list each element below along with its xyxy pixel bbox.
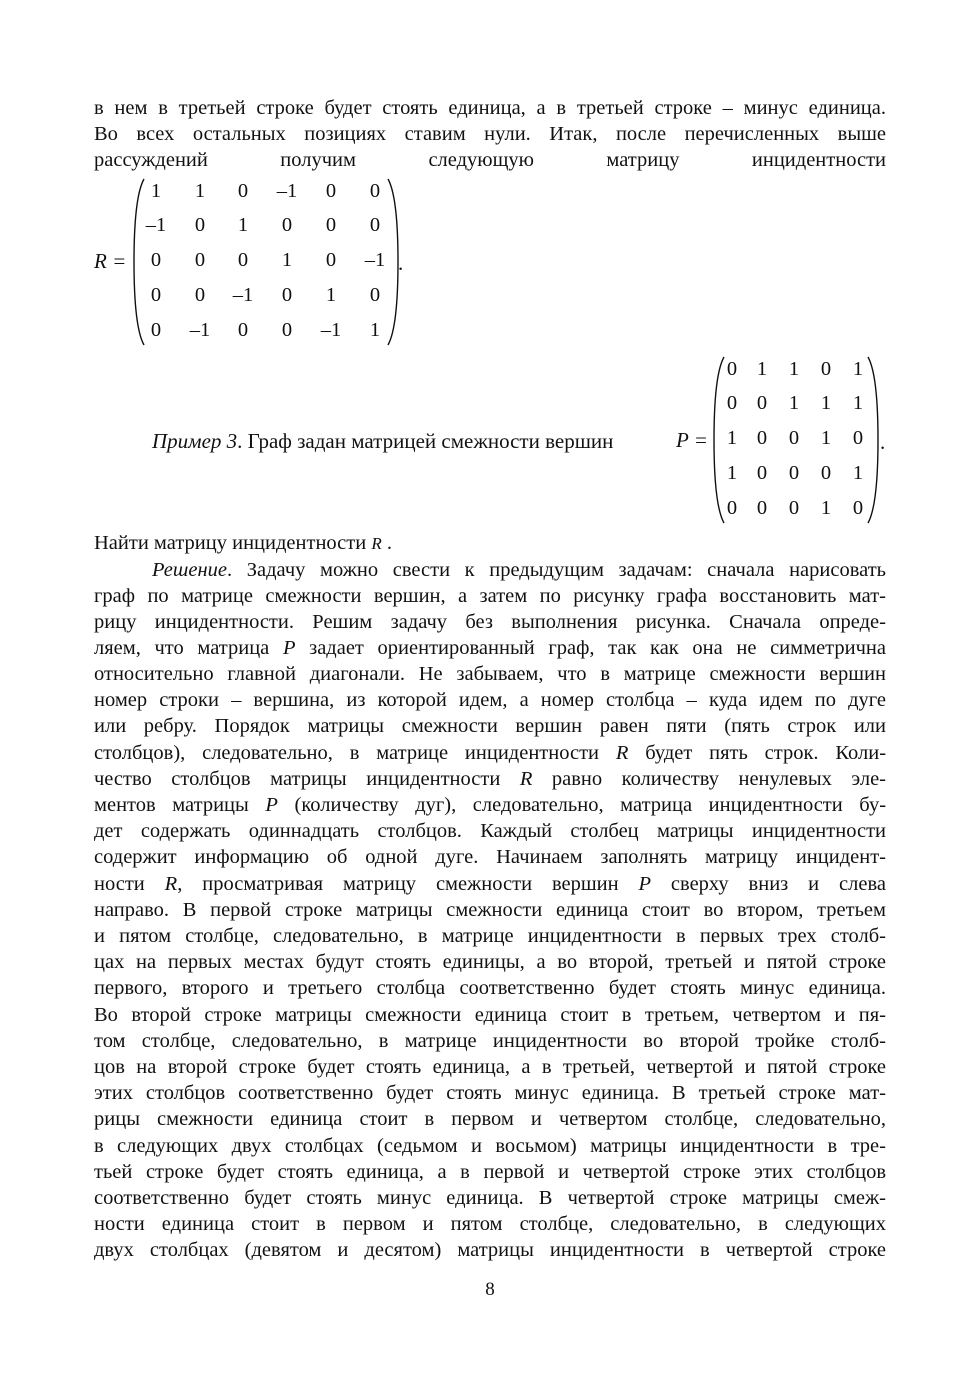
page-number: 8: [485, 1279, 495, 1300]
var-p: P: [265, 794, 278, 816]
matrix-r-cell: –1: [232, 284, 254, 306]
text-line: ментов матрицы P (количеству дуг), следовательно, матрица инцидентности бу-: [94, 794, 887, 816]
matrix-p-cell: 0: [726, 392, 738, 414]
text-line: граф по матрице смежности вершин, а затем по рисунку графа восстановить мат-: [94, 585, 886, 607]
example-text: . Граф задан матрицей смежности вершин: [237, 429, 614, 453]
matrix-r-cell: 0: [150, 319, 162, 341]
text-line: Во второй строке матрицы смежности единица стоит в третьем, четвертом и пя-: [94, 1004, 886, 1026]
matrix-r-cell: 0: [194, 214, 206, 236]
text-line: первого, второго и третьего столбца соответственно будет стоять минус единица.: [94, 977, 886, 999]
matrix-p-cell: 0: [852, 497, 864, 519]
text-line: цов на второй строке будет стоять единица, а в третьей, четвертой и пятой строке: [94, 1056, 886, 1078]
matrix-r-cell: –1: [320, 319, 342, 341]
matrix-r-cell: 0: [281, 214, 293, 236]
var-r: R: [371, 534, 382, 553]
text-line: столбцов), следовательно, в матрице инцидентности R будет пять строк. Коли-: [94, 742, 887, 764]
var-p: P: [638, 873, 652, 895]
text-line: ности R, просматривая матрицу смежности вершин P сверху вниз и слева: [94, 873, 886, 895]
matrix-p: [712, 355, 880, 525]
matrix-r-cell: 0: [369, 284, 381, 306]
matrix-p-cell: 0: [756, 462, 768, 484]
matrix-r-cell: 1: [369, 319, 381, 341]
matrix-p-cell: 0: [820, 462, 832, 484]
matrix-p-cell: 0: [756, 427, 768, 449]
matrix-p-cell: 1: [726, 427, 738, 449]
matrix-r-label: R =: [94, 249, 127, 273]
var-p: P: [282, 637, 296, 659]
matrix-p-period: .: [880, 430, 886, 454]
task-line: Найти матрицу инцидентности R .: [94, 532, 392, 554]
var-r: R: [519, 768, 533, 790]
matrix-r-cell: 0: [194, 284, 206, 306]
matrix-r-cell: 0: [281, 319, 293, 341]
text-line: тьей строке будет стоять единица, а в первой и четвертой строке этих столбцов: [94, 1161, 886, 1183]
matrix-p-label: P =: [676, 428, 708, 452]
text-line: в следующих двух столбцах (седьмом и восьмом) матрицы инцидентности в тре-: [94, 1135, 886, 1157]
matrix-p-cell: 0: [788, 497, 800, 519]
text-line: рицы смежности единица стоит в первом и четвертом столбце, следовательно,: [94, 1108, 886, 1130]
matrix-p-cell: 1: [820, 392, 832, 414]
matrix-p-cell: 1: [852, 392, 864, 414]
text-line: или ребру. Порядок матрицы смежности вершин равен пяти (пять строк или: [94, 715, 886, 737]
matrix-p-cell: 1: [820, 427, 832, 449]
matrix-p-cell: 1: [788, 358, 800, 380]
matrix-p-cell: 0: [820, 358, 832, 380]
matrix-r-cell: –1: [145, 214, 167, 236]
matrix-r-cell: 0: [325, 214, 337, 236]
matrix-p-cell: 0: [756, 392, 768, 414]
text-line: ляем, что матрица P задает ориентированный граф, так как она не симметрична: [94, 637, 886, 659]
matrix-r-cell: 1: [281, 249, 293, 271]
matrix-r-cell: 0: [237, 319, 249, 341]
text-line: том столбце, следовательно, в матрице инцидентности во второй тройке столб-: [94, 1030, 886, 1052]
matrix-r-period: .: [398, 251, 404, 275]
text-line: ности единица стоит в первом и пятом столбце, следовательно, в следующих: [94, 1213, 886, 1235]
text-line: рассуждений получим следующую матрицу инцидентности: [94, 149, 886, 171]
matrix-r-cell: 0: [237, 249, 249, 271]
text-line: относительно главной диагонали. Не забываем, что в матрице смежности вершин: [94, 663, 886, 685]
matrix-r-cell: 1: [325, 284, 337, 306]
text-line: Решение. Задачу можно свести к предыдущим задачам: сначала нарисовать: [152, 559, 886, 581]
solution-title: Решение: [152, 559, 227, 581]
var-r: R: [615, 742, 629, 764]
matrix-p-cell: 0: [726, 358, 738, 380]
matrix-p-cell: 0: [726, 497, 738, 519]
matrix-r-cell: 0: [281, 284, 293, 306]
matrix-r-cell: –1: [276, 180, 298, 202]
matrix-r-cell: 0: [150, 249, 162, 271]
matrix-p-cell: 0: [788, 462, 800, 484]
matrix-p-cell: 0: [852, 427, 864, 449]
matrix-p-cell: 1: [820, 497, 832, 519]
matrix-p-cell: 1: [726, 462, 738, 484]
text-line: двух столбцах (девятом и десятом) матрицы инцидентности в четвертой строке: [94, 1239, 886, 1261]
text-line: цах на первых местах будут стоять единицы, а во второй, третьей и пятой строке: [94, 951, 886, 973]
matrix-r-cell: –1: [189, 319, 211, 341]
var-r: R: [164, 873, 178, 895]
text-line: содержит информацию об одной дуге. Начинаем заполнять матрицу инцидент-: [94, 846, 886, 868]
matrix-r-cell: 0: [194, 249, 206, 271]
matrix-r-cell: 0: [325, 180, 337, 202]
matrix-r-cell: 0: [325, 249, 337, 271]
text-line: в нем в третьей строке будет стоять единица, а в третьей строке – минус единица.: [94, 97, 886, 119]
matrix-r-cell: 1: [150, 180, 162, 202]
text-line: дет содержать одиннадцать столбцов. Каждый столбец матрицы инцидентности: [94, 820, 886, 842]
matrix-r-cell: 1: [194, 180, 206, 202]
example-title: Пример 3: [152, 429, 238, 453]
text-line: Во всех остальных позициях ставим нули. Итак, после перечисленных выше: [94, 123, 886, 145]
matrix-p-cell: 1: [852, 358, 864, 380]
matrix-p-cell: 1: [852, 462, 864, 484]
text-line: рицу инцидентности. Решим задачу без выполнения рисунка. Сначала опреде-: [94, 611, 886, 633]
matrix-r-cell: 0: [369, 214, 381, 236]
text-line: чество столбцов матрицы инцидентности R равно количеству ненулевых эле-: [94, 768, 886, 790]
matrix-r-cell: 0: [150, 284, 162, 306]
matrix-r-cell: 1: [237, 214, 249, 236]
example-statement: [152, 428, 613, 454]
matrix-r-cell: 0: [369, 180, 381, 202]
text-line: и пятом столбце, следовательно, в матрице инцидентности в первых трех столб-: [94, 925, 886, 947]
text-line: этих столбцов соответственно будет стоять минус единица. В третьей строке мат-: [94, 1082, 886, 1104]
matrix-p-cell: 1: [756, 358, 768, 380]
matrix-p-cell: 0: [788, 427, 800, 449]
matrix-r-cell: 0: [237, 180, 249, 202]
text-line: номер строки – вершина, из которой идем, а номер столбца – куда идем по дуге: [94, 689, 886, 711]
text-line: соответственно будет стоять минус единица. В четвертой строке матрицы смеж-: [94, 1187, 886, 1209]
matrix-p-cell: 1: [788, 392, 800, 414]
matrix-p-cell: 0: [756, 497, 768, 519]
matrix-r-cell: –1: [364, 249, 386, 271]
text-line: направо. В первой строке матрицы смежности единица стоит во втором, третьем: [94, 899, 886, 921]
matrix-r: [132, 177, 400, 347]
